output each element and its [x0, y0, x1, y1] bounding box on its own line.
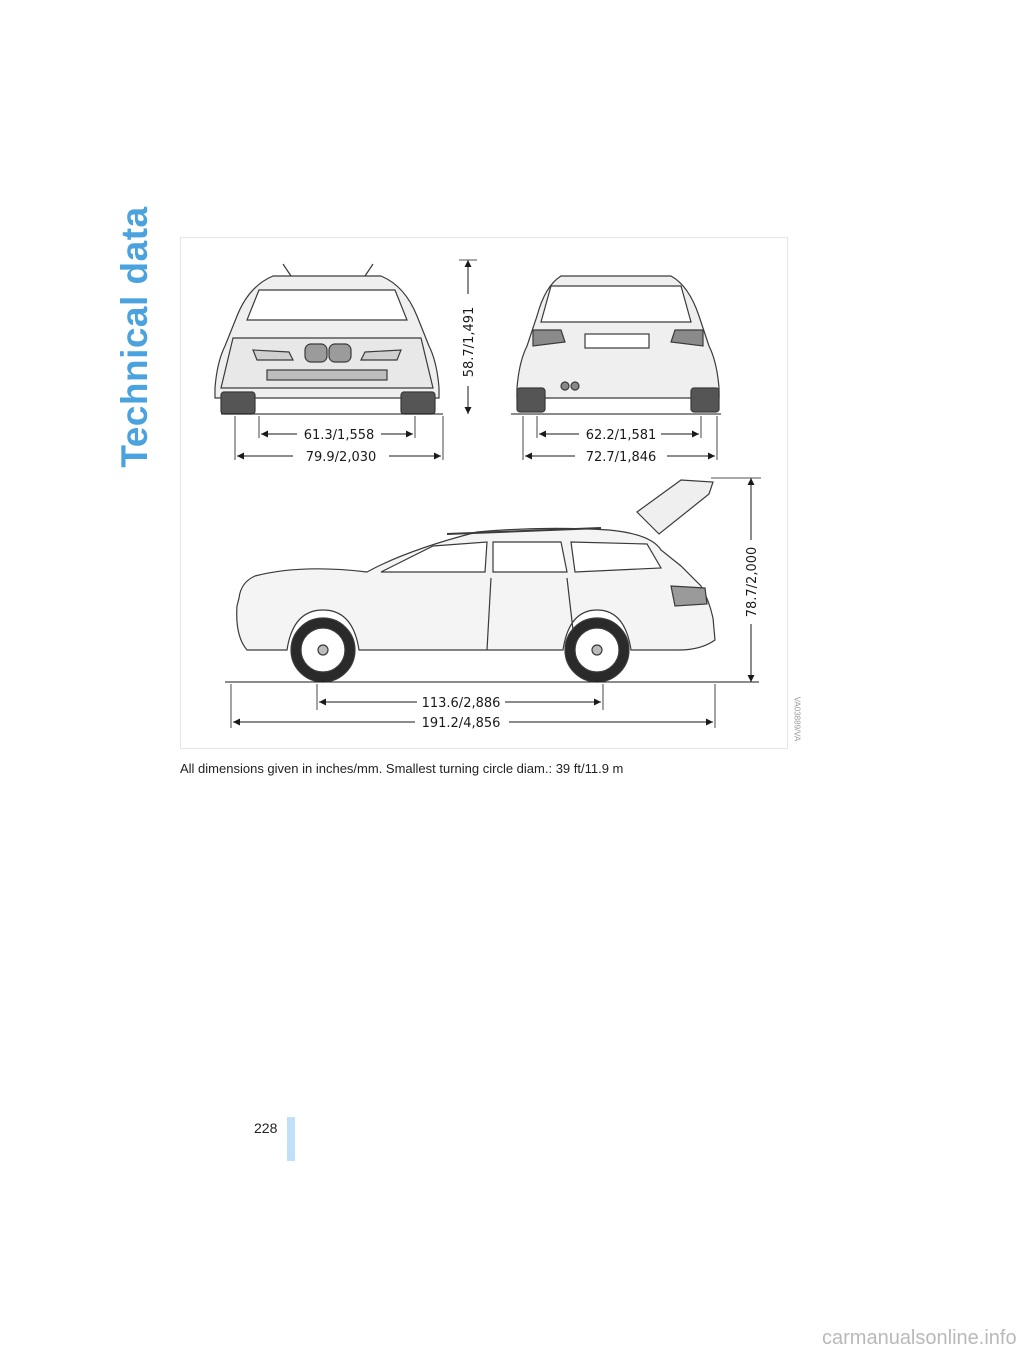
page-marker-bar: [287, 1117, 295, 1161]
section-title: [112, 206, 158, 468]
rear-track-label: 62.2/1,581: [585, 428, 657, 443]
rear-view-car: [517, 276, 719, 412]
rear-wheel: [565, 618, 629, 682]
footer-watermark: carmanualsonline.info: [822, 1327, 1017, 1349]
tailgate-height-label: 78.7/2,000: [745, 546, 760, 618]
rear-width-label: 72.7/1,846: [585, 450, 657, 465]
length-label: 191.2/4,856: [421, 716, 501, 731]
dimension-figure: [180, 237, 788, 749]
image-code: [790, 694, 804, 744]
front-height-label: 58.7/1,491: [462, 306, 477, 378]
image-code-text: VA03889/VA: [792, 696, 802, 742]
figure-caption: All dimensions given in inches/mm. Smallest turning circle diam.: 39 ft/11.9 m: [180, 761, 624, 776]
front-track-label: 61.3/1,558: [303, 428, 375, 443]
dimension-drawing: [181, 238, 787, 748]
wheelbase-label: 113.6/2,886: [421, 696, 501, 711]
front-width-label: 79.9/2,030: [305, 450, 377, 465]
front-wheel: [291, 618, 355, 682]
section-title-text: Technical data: [114, 206, 155, 468]
page-number: 228: [254, 1120, 278, 1136]
front-view-car: [215, 264, 439, 414]
